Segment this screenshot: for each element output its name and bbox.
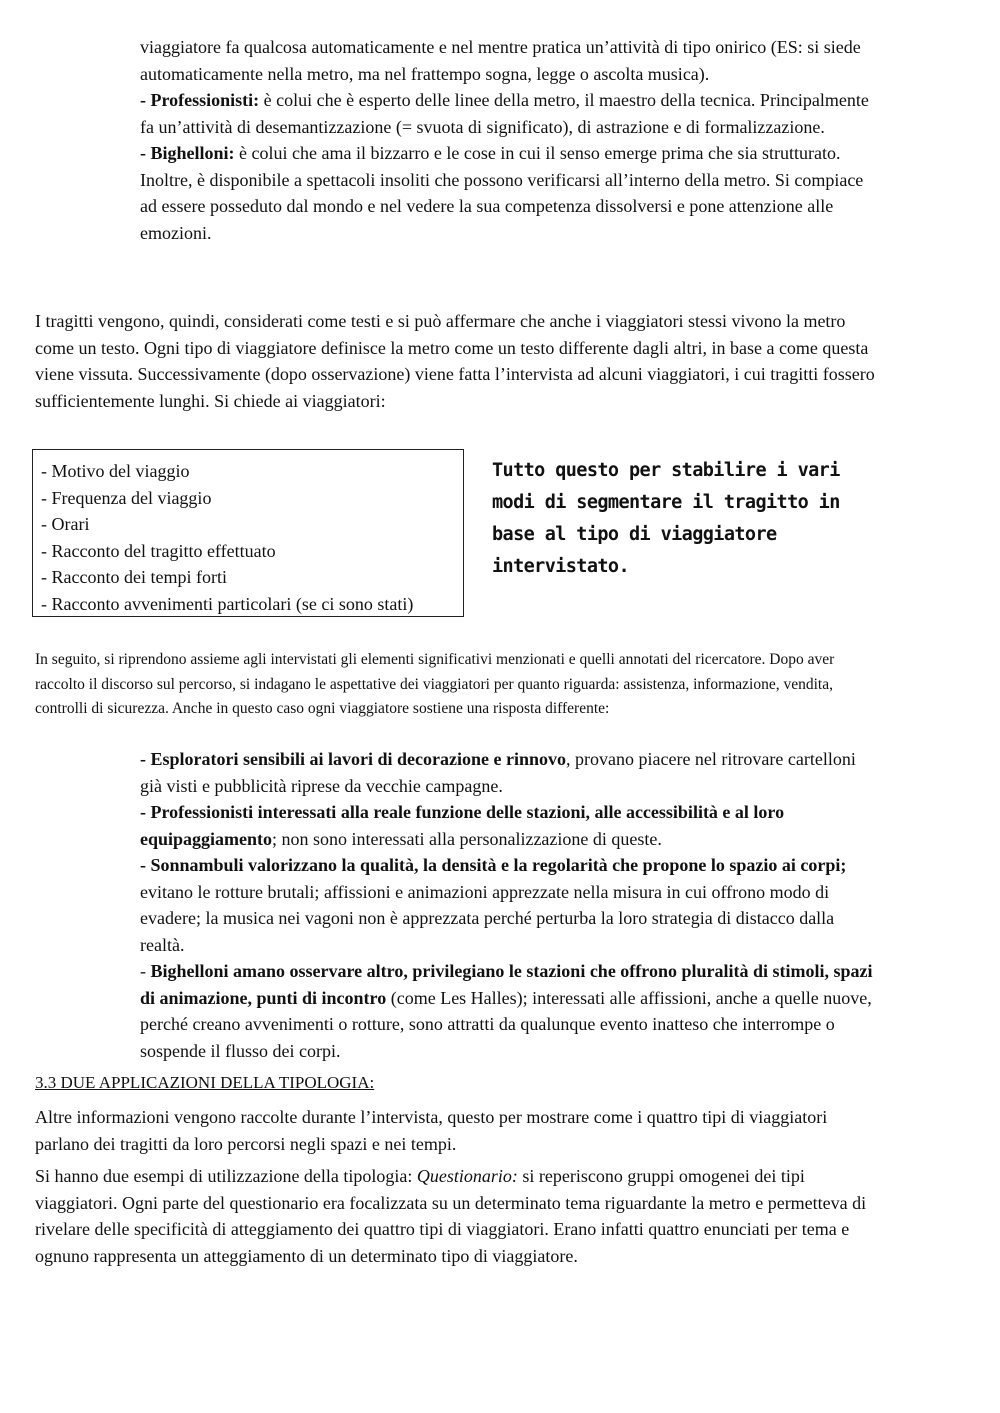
expectations-list xyxy=(140,746,880,1064)
sleepwalkers-bold: - Sonnambuli valorizzano la qualità, la densità e la regolarità che propone lo spazio ai corpi; xyxy=(140,855,847,875)
loiterers-expectations xyxy=(140,958,880,1064)
loiterers-text: è colui che ama il bizzarro e le cose in cui il senso emerge prima che sia strutturato. Inoltre, è disponibile a spettacoli insoliti che possono verificarsi all’interno della metro. Si compiace ad essere posseduto dal mondo e nel vedere la sua competenza dissolversi e pone attenzione alle emozioni. xyxy=(140,143,864,243)
professionals-label: - Professionisti: xyxy=(140,90,260,110)
explorers-text: , provano piacere nel ritrovare cartelloni già visti e pubblicità riprese da vecchie campagne. xyxy=(140,749,856,796)
list-item: - Orari xyxy=(41,514,90,535)
paragraph-questionnaire xyxy=(35,1163,885,1269)
professionals-text: è colui che è esperto delle linee della metro, il maestro della tecnica. Principalmente fa un’attività di desemantizzazione (= svuota di significato), di astrazione e di formalizzazione. xyxy=(140,90,869,137)
traveller-types-continued xyxy=(140,34,880,246)
sleepwalkers-expectations xyxy=(140,852,880,958)
list-item: - Motivo del viaggio xyxy=(41,461,190,481)
list-item: - Racconto dei tempi forti xyxy=(41,567,227,588)
questionnaire-post: si reperiscono gruppi omogenei dei tipi viaggiatori. Ogni parte del questionario era focalizzata su un determinato tema riguardante la metro e permetteva di rivelare delle specificità di atteggiamento dei quattro tipi di viaggiatori. Erano infatti quattro enunciati per tema e ognuno rappresenta un atteggiamento di un determinato tipo di viaggiatore. xyxy=(35,1166,867,1266)
section-heading: 3.3 DUE APPLICAZIONI DELLA TIPOLOGIA: xyxy=(35,1073,375,1092)
questionnaire-pre: Si hanno due esempi di utilizzazione della tipologia: xyxy=(35,1166,417,1186)
sleepwalker-description-end: viaggiatore fa qualcosa automaticamente e nel mentre pratica un’attività di tipo onirico (ES: si siede automaticamente nella metro, ma nel frattempo sogna, legge o ascolta musica). xyxy=(140,37,861,84)
list-item: - Racconto avvenimenti particolari (se ci sono stati) xyxy=(41,593,414,614)
professionals-expectations xyxy=(140,799,880,852)
list-item: - Frequenza del viaggio xyxy=(41,487,212,508)
paragraph-expectations: In seguito, si riprendono assieme agli intervistati gli elementi significativi menzionati e quelli annotati del ricercatore. Dopo aver raccolto il discorso sul percorso, si indagano le aspettative dei viaggiatori per quanto riguarda: assistenza, informazione, vendita, controlli di sicurezza. Anche in questo caso ogni viaggiatore sostiene una risposta differente: xyxy=(35,651,835,717)
explorers-expectations xyxy=(140,746,880,799)
explorers-bold: - Esploratori sensibili ai lavori di decorazione e rinnovo xyxy=(140,749,566,769)
interview-questions-list xyxy=(41,458,463,618)
sleepwalkers-text: evitano le rotture brutali; affissioni e animazioni apprezzate nella misura in cui offrono modo di evadere; la musica nei vagoni non è apprezzata perché perturba la loro strategia di distacco dalla realtà. xyxy=(140,881,835,955)
professionals-exp-text: ; non sono interessati alla personalizzazione di queste. xyxy=(272,828,662,849)
side-note: Tutto questo per stabilire i vari modi di segmentare il tragitto in base al tipo di viaggiatore intervistato. xyxy=(492,460,840,577)
loiterers-exp-text: (come Les Halles); interessati alle affissioni, anche a quelle nuove, perché creano avvenimenti o rotture, sono attratti da qualunque evento inatteso che interrompe o sospende il flusso dei corpi. xyxy=(140,987,872,1061)
professionals-definition xyxy=(140,87,880,140)
loiterers-dash: - xyxy=(140,961,151,981)
paragraph-other-info: Altre informazioni vengono raccolte durante l’intervista, questo per mostrare come i quattro tipi di viaggiatori parlano dei tragitti da loro percorsi negli spazi e nei tempi. xyxy=(35,1107,828,1154)
interview-questions-box xyxy=(32,449,464,617)
list-item: - Racconto del tragitto effettuato xyxy=(41,540,276,561)
professionals-bold: - Professionisti interessati alla reale funzione delle stazioni, alle accessibilità e al loro equipaggiamento xyxy=(140,802,785,849)
loiterers-definition xyxy=(140,140,880,246)
questionnaire-italic: Questionario: xyxy=(416,1166,518,1186)
loiterers-bold: Bighelloni amano osservare altro, privilegiano le stazioni che offrono pluralità di stimoli, spazi di animazione, punti di incontro xyxy=(140,961,873,1008)
paragraph-interview: I tragitti vengono, quindi, considerati come testi e si può affermare che anche i viaggiatori stessi vivono la metro come un testo. Ogni tipo di viaggiatore definisce la metro come un testo differente dagli altri, in base a come questa viene vissuta. Successivamente (dopo osservazione) viene fatta l’intervista ad alcuni viaggiatori, i cui tragitti fossero sufficientemente lunghi. Si chiede ai viaggiatori: xyxy=(35,311,875,411)
loiterers-label: - Bighelloni: xyxy=(140,143,235,163)
